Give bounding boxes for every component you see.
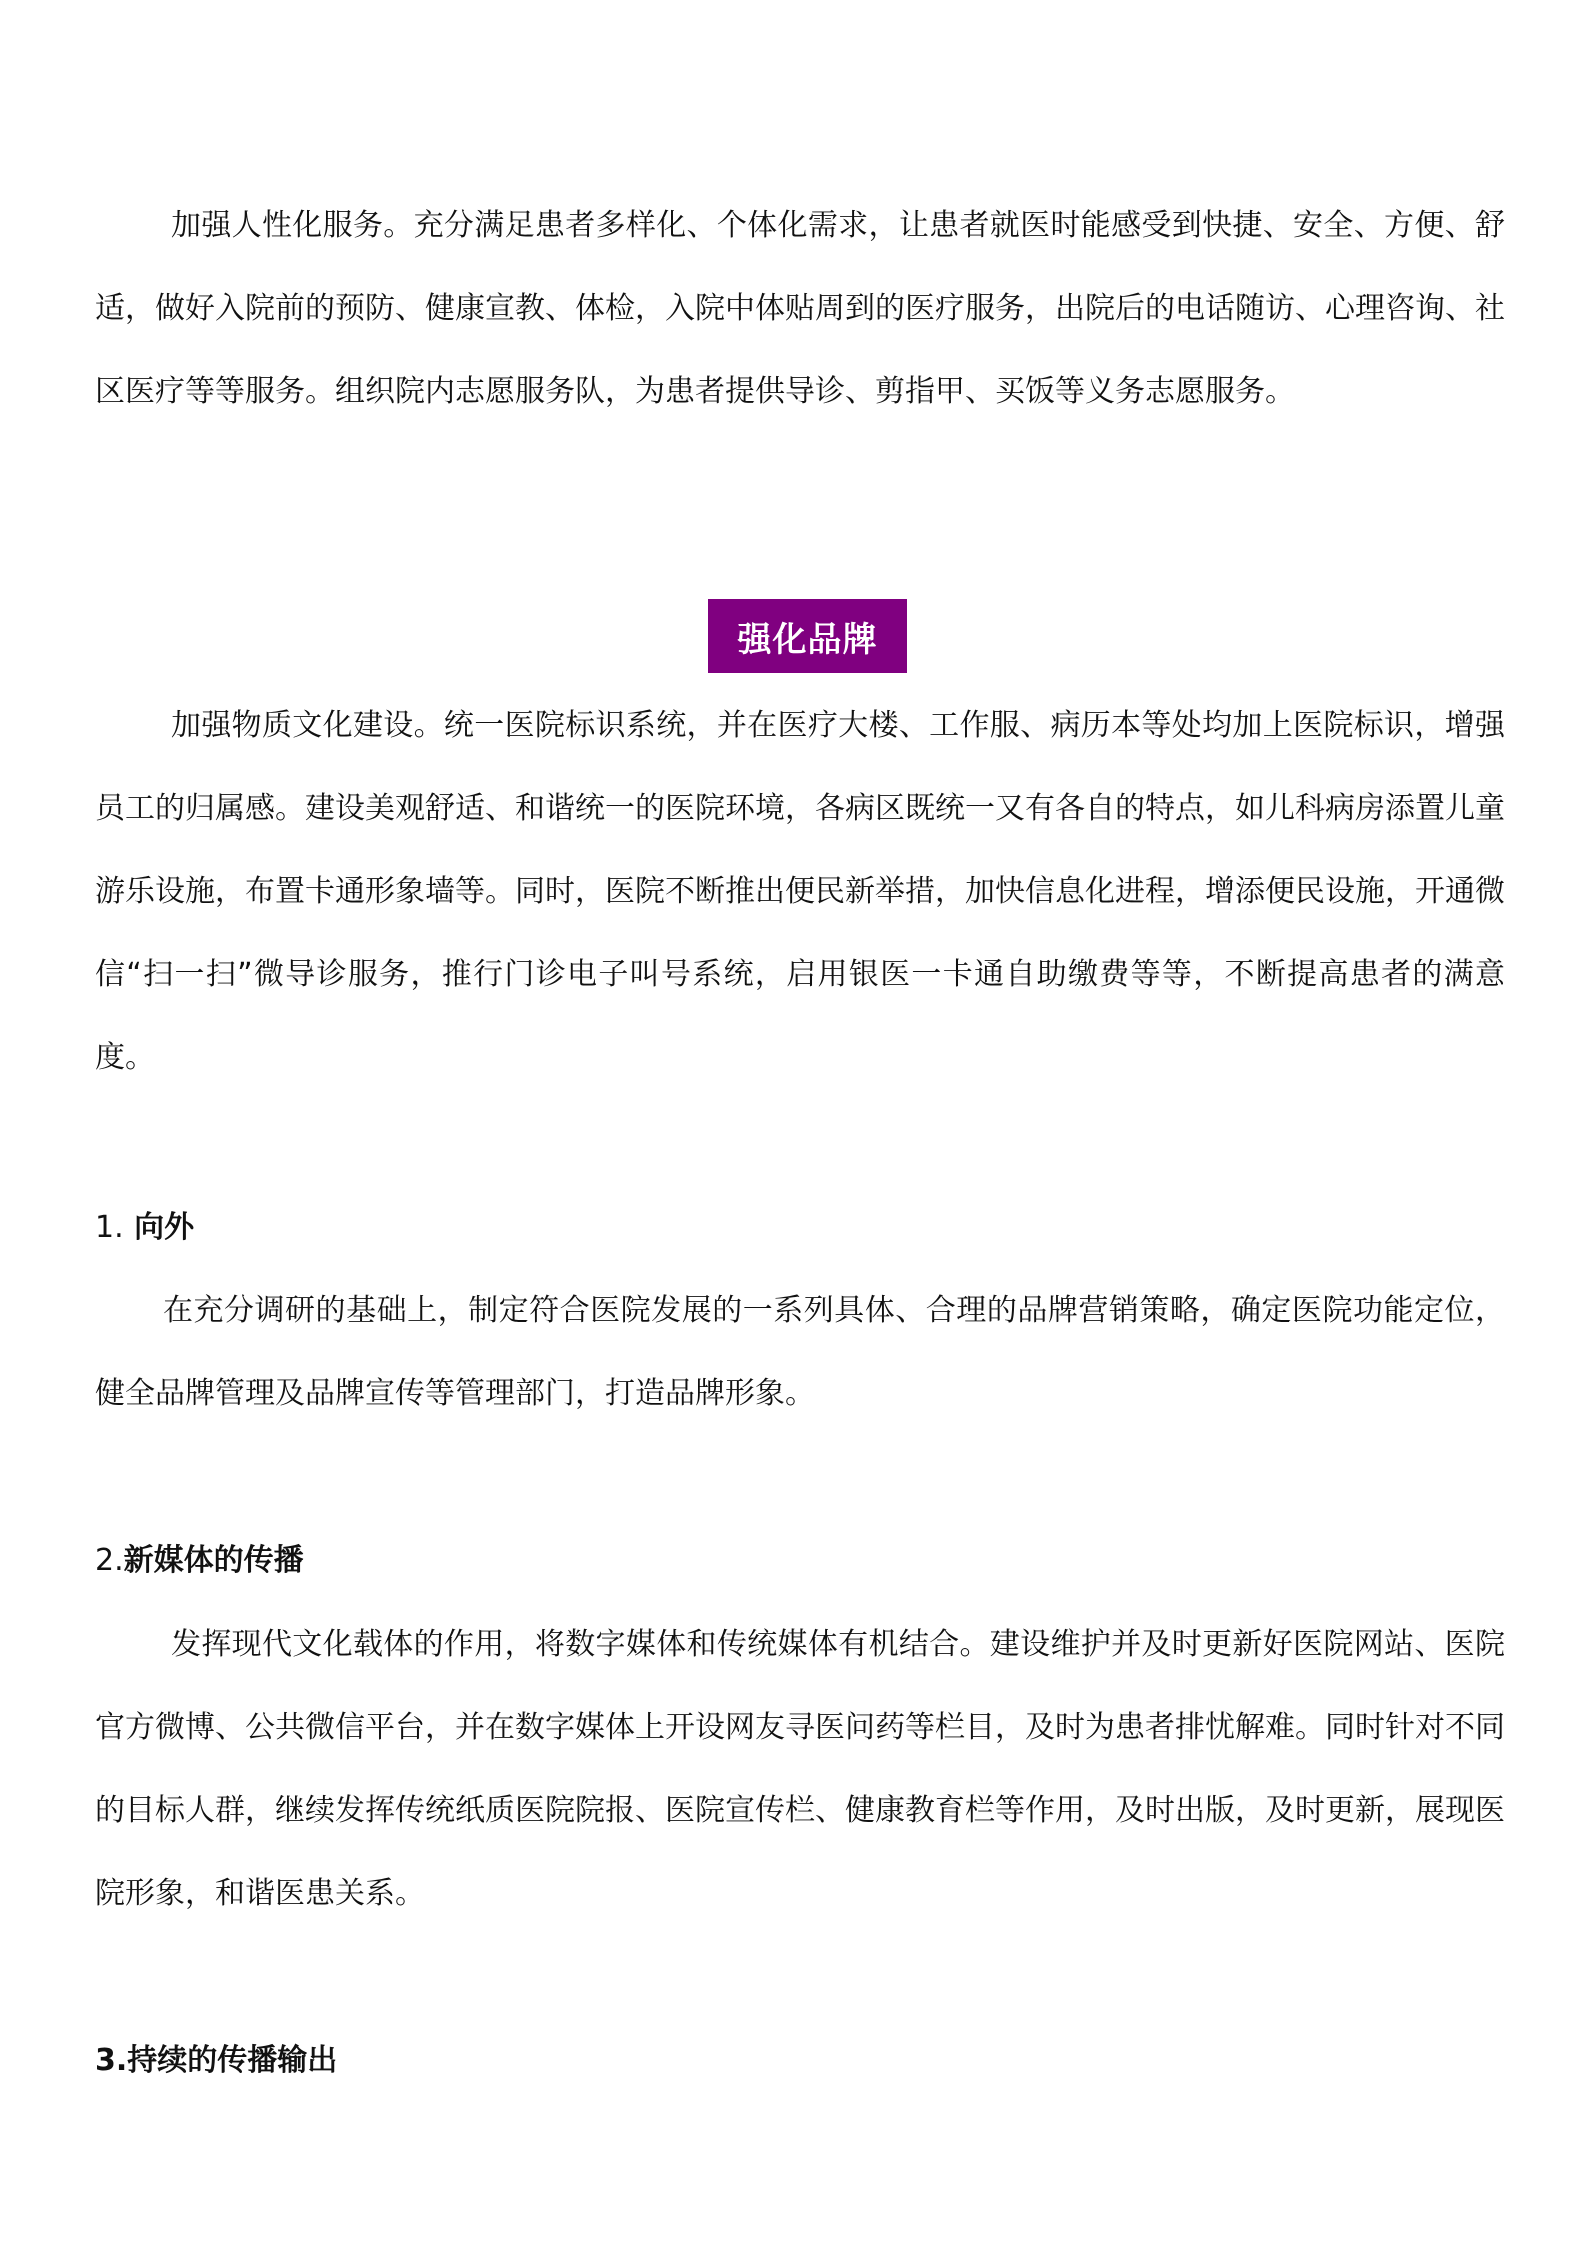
brand-heading: 强化品牌 (708, 599, 907, 673)
section2-heading (95, 1541, 304, 1581)
section1-body-block (95, 1269, 1505, 1435)
section1-heading (95, 1208, 194, 1248)
section1-body: 在充分调研的基础上，制定符合医院发展的一系列具体、合理的品牌营销策略，确定医院功能定位，健全品牌管理及品牌宣传等管理部门，打造品牌形象。 (95, 1293, 1505, 1411)
material-paragraph: 加强物质文化建设。统一医院标识系统，并在医疗大楼、工作服、病历本等处均加上医院标识，增强员工的归属感。建设美观舒适、和谐统一的医院环境，各病区既统一又有各自的特点，如儿科病房添置儿童游乐设施，布置卡通形象墙等。同时，医院不断推出便民新举措，加快信息化进程，增添便民设施，开通微信“扫一扫”微导诊服务，推行门诊电子叫号系统，启用银医一卡通自助缴费等等，不断提高患者的满意度。 (95, 708, 1505, 1075)
section2-body-block (95, 1603, 1505, 1935)
section3-heading (95, 2041, 337, 2081)
section3-title: 持续的传播输出 (127, 2043, 338, 2078)
service-paragraph-block (95, 184, 1505, 433)
section2-body: 发挥现代文化载体的作用，将数字媒体和传统媒体有机结合。建设维护并及时更新好医院网站、医院官方微博、公共微信平台，并在数字媒体上开设网友寻医问药等栏目，及时为患者排忧解难。同时针对不同的目标人群，继续发挥传统纸质医院院报、医院宣传栏、健康教育栏等作用，及时出版，及时更新，展现医院形象，和谐医患关系。 (95, 1627, 1505, 1911)
section2-number: 2. (95, 1543, 124, 1578)
section1-number: 1. (95, 1210, 124, 1245)
section2-title: 新媒体的传播 (123, 1543, 304, 1578)
service-paragraph: 加强人性化服务。充分满足患者多样化、个体化需求，让患者就医时能感受到快捷、安全、方便、舒适，做好入院前的预防、健康宣教、体检，入院中体贴周到的医疗服务，出院后的电话随访、心理咨询、社区医疗等等服务。组织院内志愿服务队，为患者提供导诊、剪指甲、买饭等义务志愿服务。 (95, 208, 1505, 409)
material-paragraph-block (95, 684, 1505, 1099)
section1-title: 向外 (134, 1210, 195, 1245)
section3-number: 3. (95, 2043, 128, 2078)
